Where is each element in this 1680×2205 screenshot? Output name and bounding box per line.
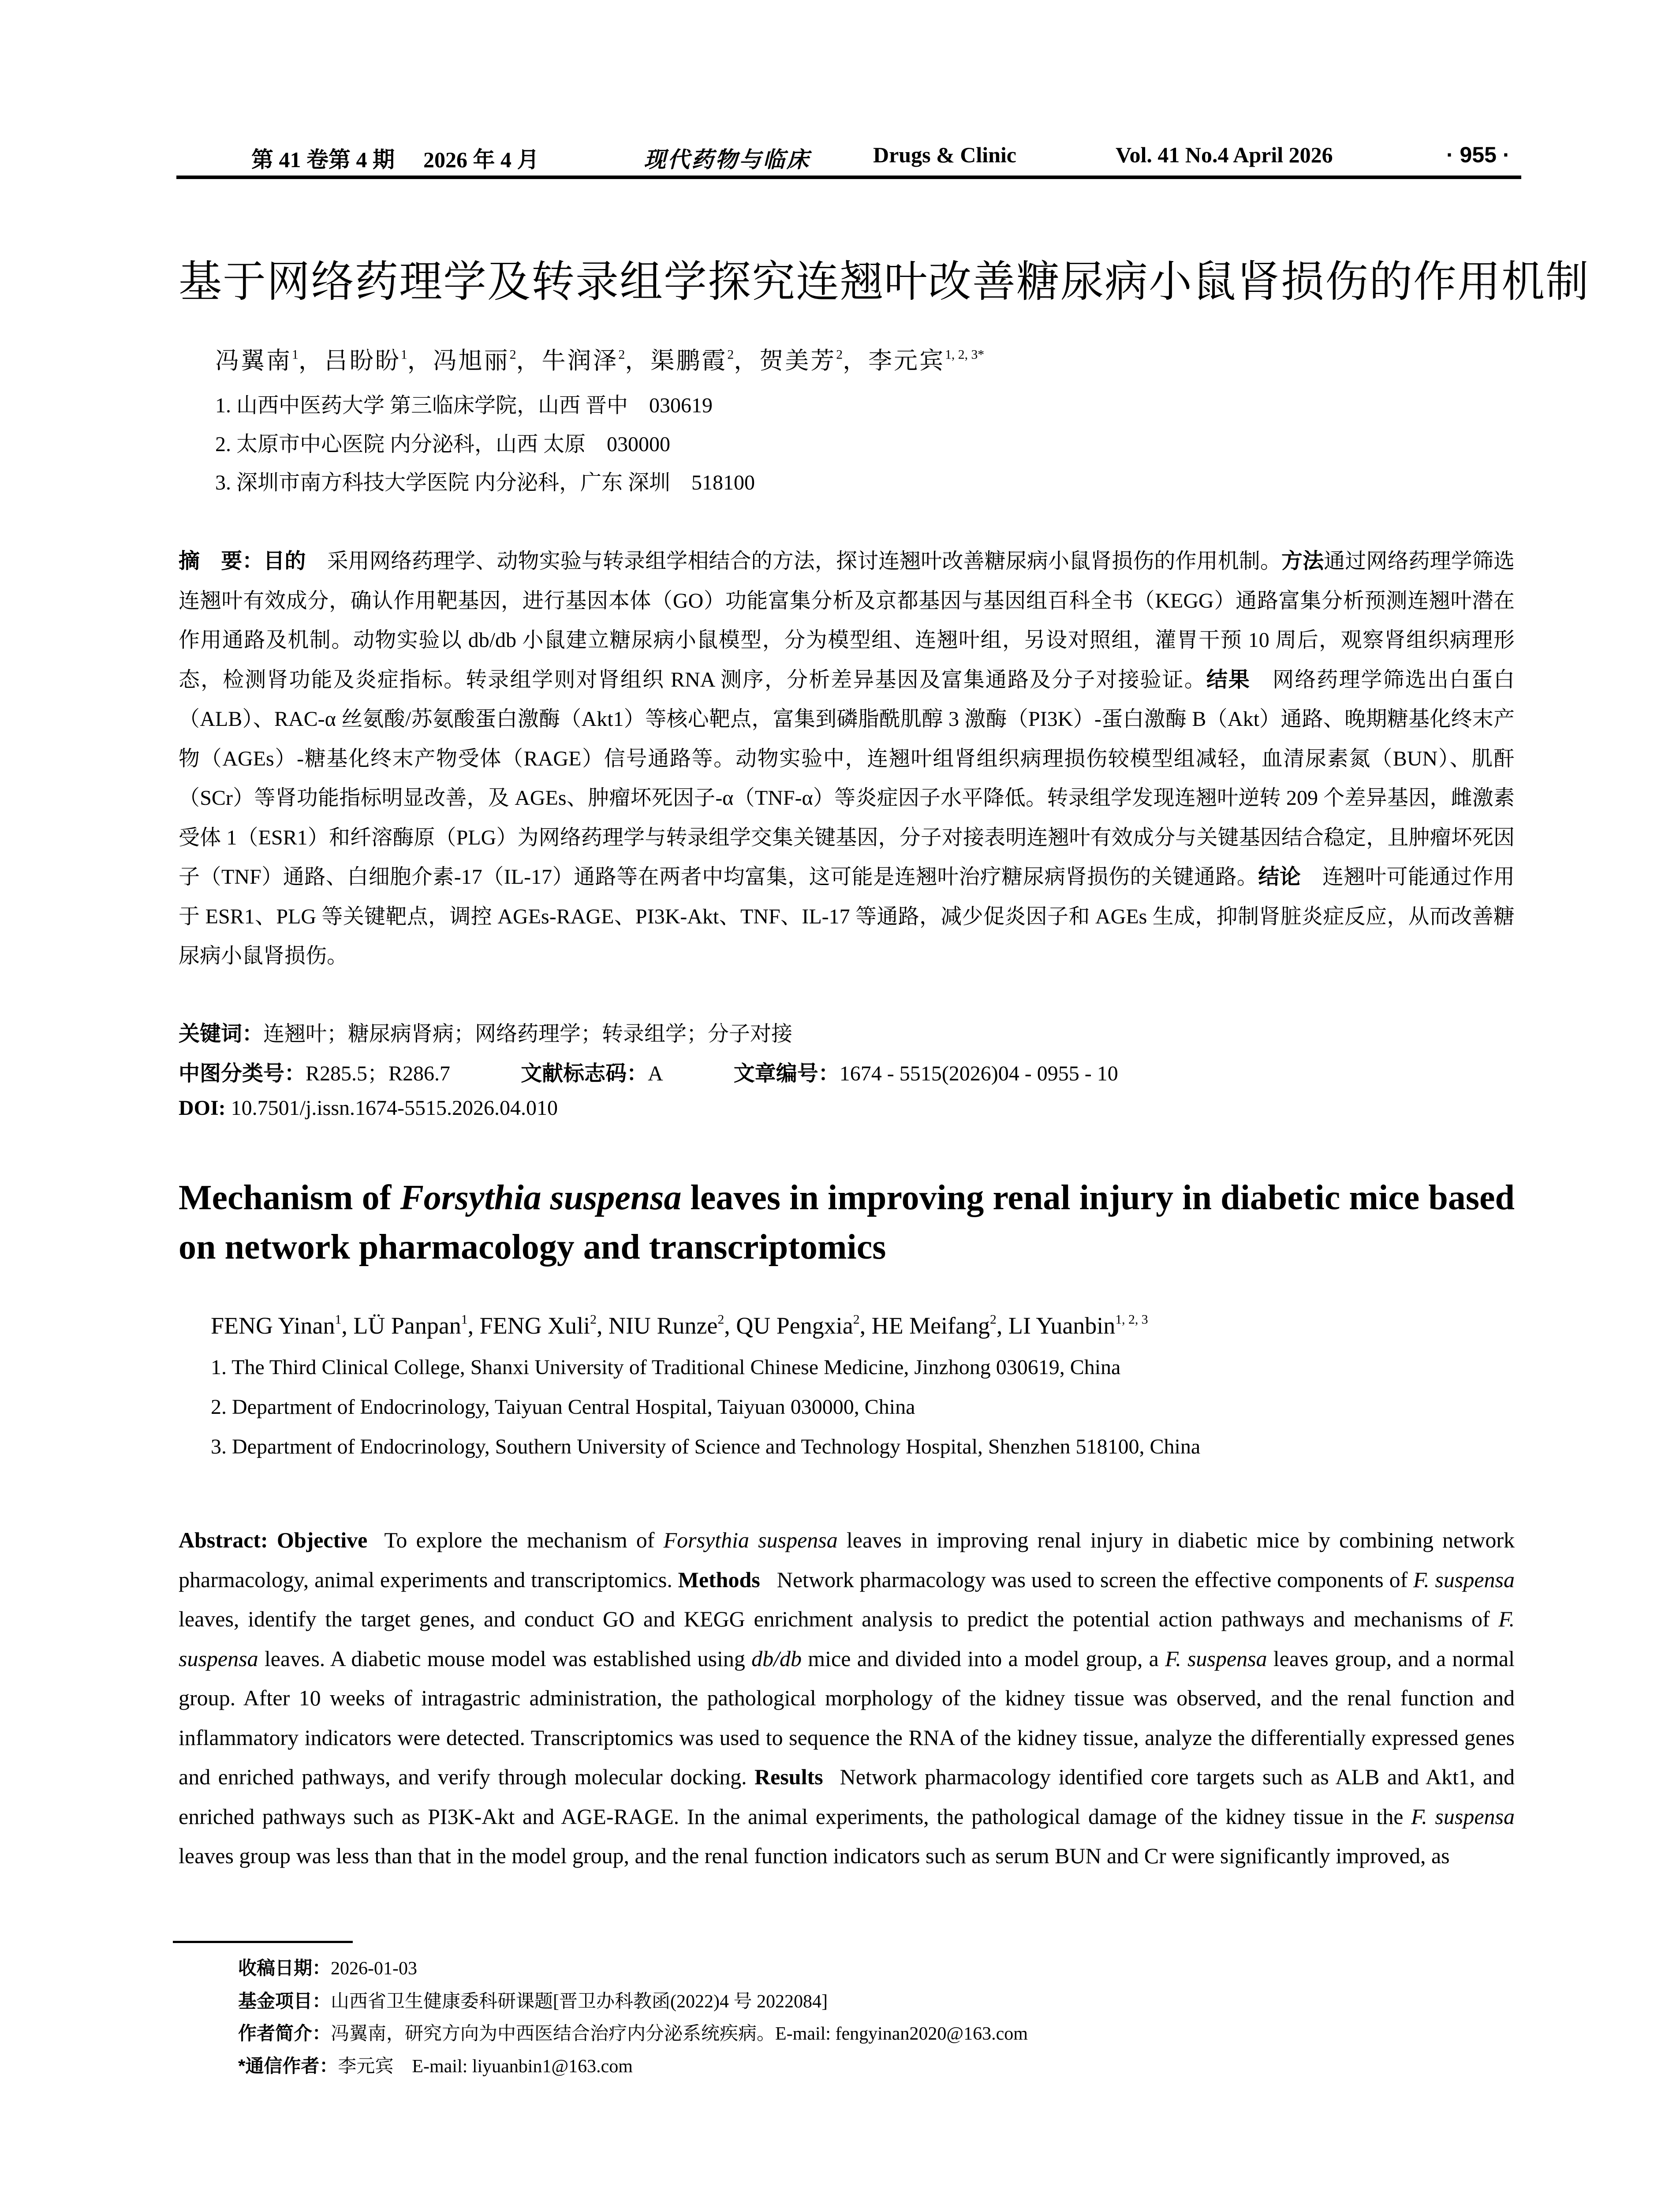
author-separator: , xyxy=(859,1312,872,1339)
author-name: HE Meifang xyxy=(871,1312,990,1339)
header-date-cn: 2026 年 4 月 xyxy=(423,147,539,172)
header-volume-en: Vol. 41 No.4 April 2026 xyxy=(1116,142,1333,167)
author-affiliation-mark: 2 xyxy=(590,1312,597,1327)
en-title-species: Forsythia suspensa xyxy=(400,1178,682,1217)
en-author-list xyxy=(211,1312,1148,1339)
cn-results-text: 网络药理学筛选出白蛋白（ALB）、RAC-α 丝氨酸/苏氨酸蛋白激酶（Akt1）等核心靶点，富集到磷脂酰肌醇 3 激酶（PI3K）-蛋白激酶 B（Akt）通路、晚期糖基化终末产物（AGEs）-糖基化终末产物受体（RAGE）信号通路等。动物实验中，连翘叶组肾组织病理损伤较模型组减轻，血清尿素氮（BUN）、肌酐（SCr）等肾功能指标明显改善，及 AGEs、肿瘤坏死因子-α（TNF-α）等炎症因子水平降低。转录组学发现连翘叶逆转 209 个差异基因，雌激素受体 1（ESR1）和纤溶酶原（PLG）为网络药理学与转录组学交集关键基因，分子对接表明连翘叶有效成分与关键基因结合稳定，且肿瘤坏死因子（TNF）通路、白细胞介素-17（IL-17）通路等在两者中均富集，这可能是连翘叶治疗糖尿病肾损伤的关键通路。 xyxy=(179,668,1515,889)
author-separator: , xyxy=(341,1312,354,1339)
bio-text: 冯翼南，研究方向为中西医结合治疗内分泌系统疾病。E-mail: fengyinan2020@163.com xyxy=(331,2024,1028,2044)
fund-text: 山西省卫生健康委科研课题[晋卫办科教函(2022)4 号 2022084] xyxy=(331,1992,828,2012)
header-journal-cn: 现代药物与临床 xyxy=(644,147,810,172)
cn-author-list xyxy=(215,342,984,376)
author-affiliation-mark: 2 xyxy=(853,1312,860,1327)
author-name: FENG Yinan xyxy=(211,1312,335,1339)
species-name: F. suspensa xyxy=(1413,1567,1515,1592)
author-name: NIU Runze xyxy=(609,1312,718,1339)
cn-methods-label: 方法 xyxy=(1281,549,1324,573)
author-affiliation-mark: 2 xyxy=(509,348,516,362)
en-title-post: leaves in improving renal injury in diabetic mice based on network pharmacology and transcriptomics xyxy=(179,1178,1515,1267)
author-affiliation-mark: 1 xyxy=(400,348,407,362)
mouse-strain: db/db xyxy=(751,1646,802,1671)
en-results-text: Network pharmacology identified core targets such as ALB and Akt1, and enriched pathways such as PI3K-Akt and AGE-RAGE. In the animal experiments, the pathological damage of the kidney tissue in the xyxy=(179,1764,1515,1829)
keywords-value: 连翘叶；糖尿病肾病；网络药理学；转录组学；分子对接 xyxy=(263,1022,793,1046)
en-methods-label: Methods xyxy=(678,1567,760,1592)
corr-text: 李元宾 E-mail: liyuanbin1@163.com xyxy=(338,2056,633,2077)
received-date: 2026-01-03 xyxy=(331,1958,417,1979)
bio-label: 作者简介： xyxy=(238,2023,331,2044)
corr-label: *通信作者： xyxy=(238,2056,338,2076)
author-name: LÜ Panpan xyxy=(353,1312,461,1339)
author-separator: , xyxy=(597,1312,609,1339)
en-methods-text: Network pharmacology was used to screen the effective components of xyxy=(777,1567,1414,1592)
en-methods-text: leaves. A diabetic mouse model was established using xyxy=(258,1646,752,1671)
en-methods-text: mice and divided into a model group, a xyxy=(802,1646,1165,1671)
author-affiliation-mark: 1, 2, 3* xyxy=(945,348,985,362)
author-name: 冯旭丽 xyxy=(433,348,510,374)
cn-abstract-label: 摘 要： xyxy=(179,549,264,573)
cn-classification xyxy=(179,1056,1118,1087)
cn-keywords xyxy=(179,1017,792,1047)
en-results-text: leaves group was less than that in the model group, and the renal function indicators such as serum BUN and Cr were significantly improved, as xyxy=(179,1843,1450,1868)
author-separator: , xyxy=(996,1312,1008,1339)
fund-label: 基金项目： xyxy=(238,1991,331,2011)
en-objective-text: leaves in improving renal injury in diabetic mice by combining network pharmacology, animal experiments and transcriptomics. xyxy=(179,1528,1515,1592)
author-separator: ， xyxy=(843,348,869,374)
author-affiliation-mark: 1, 2, 3 xyxy=(1115,1312,1148,1327)
doc-code-label: 文献标志码： xyxy=(521,1062,648,1085)
author-affiliation-mark: 1 xyxy=(461,1312,468,1327)
received-label: 收稿日期： xyxy=(238,1958,331,1978)
author-affiliation-mark: 2 xyxy=(618,348,625,362)
footnote-author-bio xyxy=(238,2019,1028,2045)
clc-value: R285.5；R286.7 xyxy=(306,1062,451,1085)
species-name: F. suspensa xyxy=(1411,1804,1515,1829)
cn-affiliation: 1. 山西中医药大学 第三临床学院，山西 晋中 030619 xyxy=(215,394,713,417)
author-affiliation-mark: 1 xyxy=(335,1312,342,1327)
author-name: 李元宾 xyxy=(868,348,945,374)
cn-abstract xyxy=(179,542,1515,976)
author-separator: ， xyxy=(407,348,433,374)
en-methods-text: leaves, identify the target genes, and conduct GO and KEGG enrichment analysis to predict the potential action pathways and mechanisms of xyxy=(179,1607,1499,1631)
author-name: 贺美芳 xyxy=(759,348,836,374)
cn-affiliation: 2. 太原市中心医院 内分泌科，山西 太原 030000 xyxy=(215,433,671,456)
author-name: FENG Xuli xyxy=(479,1312,590,1339)
header-volume-cn: 第 41 卷第 4 期 xyxy=(251,147,395,172)
author-name: 牛润泽 xyxy=(541,348,619,374)
page-number: · 955 · xyxy=(1446,142,1510,167)
running-header xyxy=(176,140,1508,176)
author-affiliation-mark: 1 xyxy=(292,348,299,362)
en-abstract-label: Abstract: Objective xyxy=(179,1528,368,1552)
en-results-label: Results xyxy=(754,1764,823,1789)
cn-methods-text: 通过网络药理学筛选连翘叶有效成分，确认作用靶基因，进行基因本体（GO）功能富集分析及京都基因与基因组百科全书（KEGG）通路富集分析预测连翘叶潜在作用通路及机制。动物实验以 db/db 小鼠建立糖尿病小鼠模型，分为模型组、连翘叶组，另设对照组，灌胃干预 10 周后，观察肾组织病理形态，检测肾功能及炎症指标。转录组学则对肾组织 RNA 测序，分析差异基因及富集通路及分子对接验证。 xyxy=(179,549,1515,691)
author-separator: ， xyxy=(625,348,651,374)
author-affiliation-mark: 2 xyxy=(836,348,843,362)
keywords-label: 关键词： xyxy=(179,1022,264,1046)
cn-results-label: 结果 xyxy=(1206,668,1251,691)
footnote-received xyxy=(238,1954,417,1980)
author-affiliation-mark: 2 xyxy=(990,1312,997,1327)
header-rule xyxy=(176,176,1521,179)
clc-label: 中图分类号： xyxy=(179,1062,306,1085)
cn-affiliation: 3. 深圳市南方科技大学医院 内分泌科，广东 深圳 518100 xyxy=(215,471,755,494)
cn-objective-label: 目的 xyxy=(263,549,306,573)
author-name: QU Pengxia xyxy=(736,1312,853,1339)
cn-title: 基于网络药理学及转录组学探究连翘叶改善糖尿病小鼠肾损伤的作用机制 xyxy=(179,257,1590,306)
cn-objective-text: 采用网络药理学、动物实验与转录组学相结合的方法，探讨连翘叶改善糖尿病小鼠肾损伤的作用机制。 xyxy=(327,549,1281,573)
article-no-label: 文章编号： xyxy=(733,1062,840,1085)
doi-value[interactable]: 10.7501/j.issn.1674-5515.2026.04.010 xyxy=(231,1096,558,1120)
footnote-fund xyxy=(238,1987,828,2013)
article-no-value: 1674 - 5515(2026)04 - 0955 - 10 xyxy=(839,1062,1118,1085)
author-separator: ， xyxy=(516,348,542,374)
footnote-rule xyxy=(173,1941,353,1943)
en-abstract xyxy=(179,1521,1515,1876)
author-affiliation-mark: 2 xyxy=(727,348,734,362)
en-objective-text: To explore the mechanism of xyxy=(384,1528,664,1552)
species-name: F. suspensa xyxy=(1165,1646,1267,1671)
author-separator: ， xyxy=(298,348,324,374)
en-affiliation: 1. The Third Clinical College, Shanxi University of Traditional Chinese Medicine, Jinzhong 030619, China xyxy=(211,1356,1121,1379)
en-title xyxy=(179,1173,1515,1272)
author-name: 渠鹏霞 xyxy=(650,348,728,374)
author-affiliation-mark: 2 xyxy=(717,1312,724,1327)
species-name: Forsythia suspensa xyxy=(663,1528,838,1552)
en-title-pre: Mechanism of xyxy=(179,1178,400,1217)
doi-line xyxy=(179,1096,558,1120)
author-name: 冯翼南 xyxy=(215,348,292,374)
cn-conclusion-label: 结论 xyxy=(1258,865,1301,889)
en-affiliation: 2. Department of Endocrinology, Taiyuan Central Hospital, Taiyuan 030000, China xyxy=(211,1395,915,1419)
cn-conclusion-text: 连翘叶可能通过作用于 ESR1、PLG 等关键靶点，调控 AGEs-RAGE、PI3K-Akt、TNF、IL-17 等通路，减少促炎因子和 AGEs 生成，抑制肾脏炎症反应，从而改善糖尿病小鼠肾损伤。 xyxy=(179,865,1515,968)
author-separator: ， xyxy=(734,348,760,374)
doi-label: DOI: xyxy=(179,1096,226,1120)
en-methods-text: leaves group, and a normal group. After 10 weeks of intragastric administration, the pathological morphology of the kidney tissue was observed, and the renal function and inflammatory indicators were detected. Transcriptomics was used to sequence the RNA of the kidney tissue, analyze the differentially expressed genes and enriched pathways, and verify through molecular docking. xyxy=(179,1646,1515,1789)
footnote-corresponding xyxy=(238,2052,633,2078)
species-name: F. suspensa xyxy=(179,1607,1515,1671)
author-separator: , xyxy=(724,1312,736,1339)
author-name: 吕盼盼 xyxy=(324,348,401,374)
author-name: LI Yuanbin xyxy=(1008,1312,1116,1339)
en-affiliation: 3. Department of Endocrinology, Southern University of Science and Technology Hospital, Shenzhen 518100, China xyxy=(211,1435,1201,1458)
doc-code-value: A xyxy=(648,1062,663,1085)
author-separator: , xyxy=(467,1312,480,1339)
header-journal-en: Drugs & Clinic xyxy=(873,142,1016,167)
